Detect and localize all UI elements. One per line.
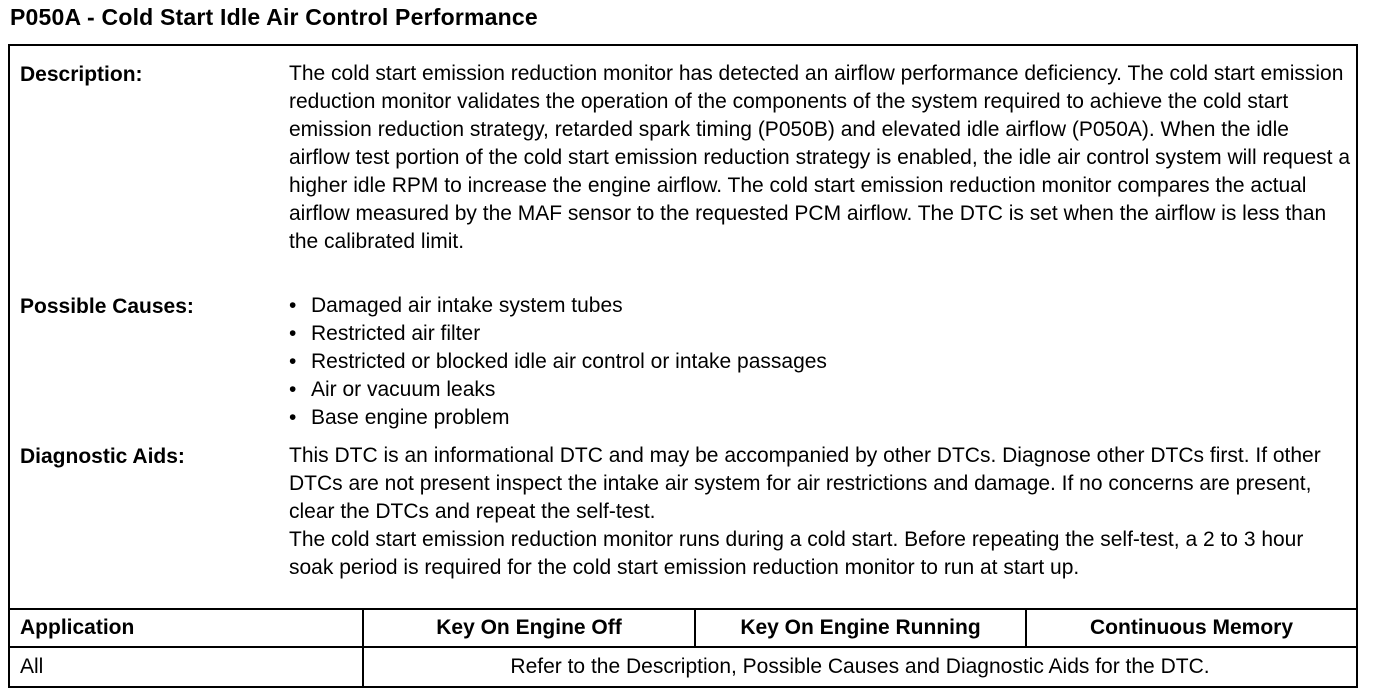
bullet-icon: • <box>289 406 297 429</box>
header-continuous-memory: Continuous Memory <box>1090 616 1293 639</box>
cause-text: Air or vacuum leaks <box>311 378 496 401</box>
header-key-on-engine-running: Key On Engine Running <box>740 616 981 639</box>
cause-item <box>289 348 1353 376</box>
possible-causes-list <box>289 292 1353 432</box>
description-label: Description: <box>20 63 143 86</box>
bullet-icon: • <box>289 322 297 345</box>
diagnostic-aids-label: Diagnostic Aids: <box>20 445 185 468</box>
cause-text: Base engine problem <box>311 406 510 429</box>
diagnostic-aids-text <box>289 442 1353 582</box>
possible-causes-label: Possible Causes: <box>20 295 194 318</box>
bullet-icon: • <box>289 294 297 317</box>
table-cell-note: Refer to the Description, Possible Causes and Diagnostic Aids for the DTC. <box>510 655 1210 678</box>
possible-causes-list-container <box>289 292 1353 432</box>
header-key-on-engine-off: Key On Engine Off <box>436 616 622 639</box>
bullet-icon: • <box>289 378 297 401</box>
diagnostic-aids-paragraph: The cold start emission reduction monitor runs during a cold start. Before repeating the self-test, a 2 to 3 hour soak period is required for the cold start emission reduction monitor to run at start up. <box>289 528 1304 579</box>
dtc-info-box <box>8 44 1358 688</box>
cause-item <box>289 404 1353 432</box>
cause-item <box>289 292 1353 320</box>
cause-text: Restricted air filter <box>311 322 481 345</box>
cause-text: Damaged air intake system tubes <box>311 294 623 317</box>
description-paragraph: The cold start emission reduction monitor has detected an airflow performance deficiency. The cold start emission reduction monitor validates the operation of the components of the system required to achieve the cold start emission reduction strategy, retarded spark timing (P050B) and elevated idle airflow (P050A). When the idle airflow test portion of the cold start emission reduction strategy is enabled, the idle air control system will request a higher idle RPM to increase the engine airflow. The cold start emission reduction monitor compares the actual airflow measured by the MAF sensor to the requested PCM airflow. The DTC is set when the airflow is less than the calibrated limit. <box>289 62 1351 253</box>
table-cell-application: All <box>20 655 44 678</box>
header-application: Application <box>20 616 135 639</box>
diagnostic-aids-paragraph: This DTC is an informational DTC and may be accompanied by other DTCs. Diagnose other DTCs first. If other DTCs are not present inspect the intake air system for air restrictions and damage. If no concerns are present, clear the DTCs and repeat the self-test. <box>289 444 1321 523</box>
bullet-icon: • <box>289 350 297 373</box>
cause-item <box>289 376 1353 404</box>
cause-item <box>289 320 1353 348</box>
page-title: P050A - Cold Start Idle Air Control Performance <box>10 4 538 30</box>
cause-text: Restricted or blocked idle air control or intake passages <box>311 350 827 373</box>
description-text <box>289 60 1353 256</box>
